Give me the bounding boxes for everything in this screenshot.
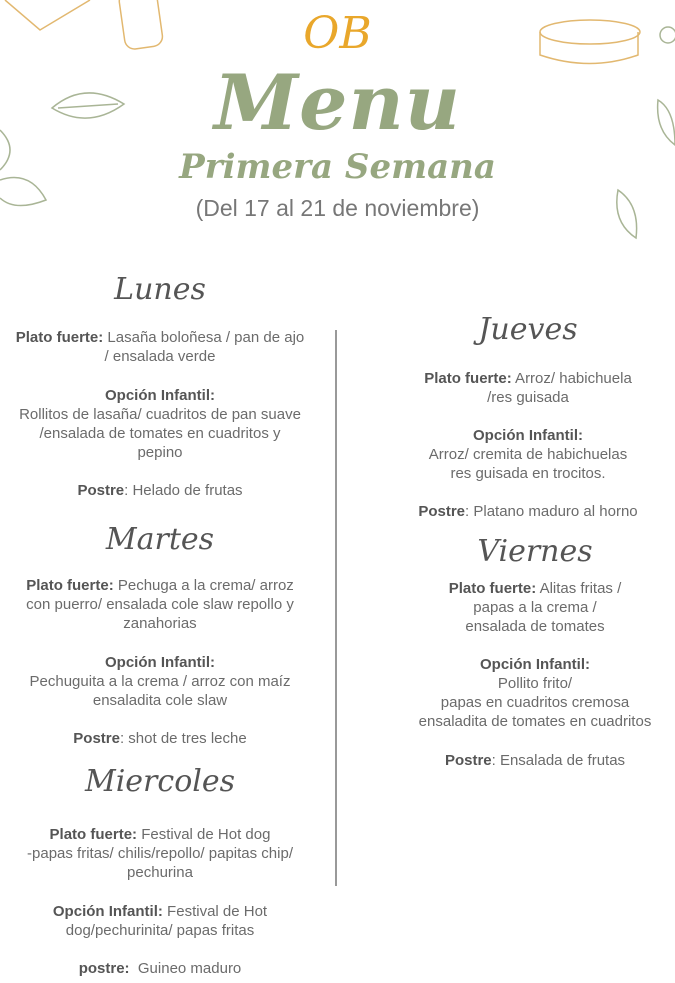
item-value: Lasaña boloñesa / pan de ajo — [103, 329, 305, 346]
menu-line: dog/pechurinita/ papas fritas — [65, 922, 255, 939]
item-label: Plato fuerte: — [49, 826, 138, 843]
menu-line — [328, 426, 675, 445]
main-dish-miercoles — [0, 825, 360, 882]
main-dish-lunes — [0, 328, 360, 366]
item-label: Opción Infantil: — [473, 427, 583, 444]
dessert-miercoles — [0, 959, 360, 978]
item-value: Pechuga a la crema/ arroz — [113, 577, 294, 594]
item-label: postre: — [78, 960, 130, 977]
menu-line — [0, 328, 360, 347]
item-value: : Ensalada de frutas — [491, 752, 626, 769]
day-title-lunes: Lunes — [114, 272, 206, 307]
menu-line — [0, 576, 360, 595]
item-label: Postre — [73, 730, 120, 747]
page-subtitle: Primera Semana — [179, 147, 496, 187]
brand-logo: OB — [303, 8, 372, 59]
item-label: Plato fuerte: — [448, 580, 537, 597]
day-title-martes: Martes — [105, 522, 215, 557]
day-title-jueves: Jueves — [478, 312, 578, 347]
item-label: Plato fuerte: — [424, 370, 512, 387]
menu-line: Pollito frito/ — [497, 675, 573, 692]
item-label: Opción Infantil: — [52, 903, 163, 920]
menu-line: ensaladita de tomates en cuadritos — [418, 713, 652, 730]
day-title-miercoles: Miercoles — [84, 764, 235, 799]
main-dish-viernes — [335, 579, 675, 636]
item-value: : shot de tres leche — [119, 730, 247, 747]
menu-line — [0, 481, 360, 500]
item-label: Opción Infantil: — [105, 654, 215, 671]
menu-line — [335, 655, 675, 674]
menu-line — [0, 825, 360, 844]
date-range: (Del 17 al 21 de noviembre) — [195, 195, 480, 221]
menu-line: Rollitos de lasaña/ cuadritos de pan suave — [19, 406, 301, 423]
dessert-jueves — [328, 502, 675, 521]
menu-line — [328, 369, 675, 388]
day-title-viernes: Viernes — [477, 534, 593, 569]
kids-option-lunes — [0, 386, 360, 462]
item-label: Postre — [77, 482, 125, 499]
item-label: Plato fuerte: — [26, 577, 114, 594]
kids-option-jueves — [328, 426, 675, 483]
item-label: Opción Infantil: — [480, 656, 590, 673]
menu-line: Pechuguita a la crema / arroz con maíz — [29, 673, 291, 690]
menu-line: Arroz/ cremita de habichuelas — [428, 446, 628, 463]
item-value: Festival de Hot — [162, 903, 268, 920]
dessert-martes — [0, 729, 360, 748]
item-value: Arroz/ habichuela — [511, 370, 632, 387]
menu-line: /ensalada de tomates en cuadritos y — [39, 425, 281, 442]
main-dish-jueves — [328, 369, 675, 407]
menu-line: ensalada de tomates — [465, 618, 605, 635]
dessert-lunes — [0, 481, 360, 500]
item-value: Guineo maduro — [129, 960, 242, 977]
menu-line: /res guisada — [487, 389, 569, 406]
menu-line — [335, 751, 675, 770]
menu-line: res guisada en trocitos. — [450, 465, 606, 482]
kids-option-viernes — [335, 655, 675, 731]
item-label: Postre — [418, 503, 466, 520]
menu-line: ensaladita cole slaw — [92, 692, 228, 709]
menu-line: pechurina — [127, 864, 193, 881]
menu-line: con puerro/ ensalada cole slaw repollo y — [26, 596, 294, 613]
kids-option-miercoles — [0, 902, 360, 940]
page-title: Menu — [214, 58, 461, 147]
item-value: : Helado de frutas — [124, 482, 243, 499]
menu-line — [0, 386, 360, 405]
menu-line — [0, 959, 360, 978]
item-label: Plato fuerte: — [15, 329, 104, 346]
dessert-viernes — [335, 751, 675, 770]
menu-line: pepino — [137, 444, 183, 461]
menu-line: / ensalada verde — [104, 348, 216, 365]
item-value: : Platano maduro al horno — [465, 503, 638, 520]
menu-line — [0, 902, 360, 921]
menu-line — [335, 579, 675, 598]
item-label: Opción Infantil: — [105, 387, 215, 404]
item-value: Alitas fritas / — [536, 580, 622, 597]
item-label: Postre — [444, 752, 492, 769]
menu-line — [0, 729, 360, 748]
menu-line: papas en cuadritos cremosa — [440, 694, 630, 711]
menu-line: papas a la crema / — [473, 599, 597, 616]
menu-line — [328, 502, 675, 521]
menu-line: -papas fritas/ chilis/repollo/ papitas chip/ — [27, 845, 293, 862]
item-value: Festival de Hot dog — [137, 826, 271, 843]
menu-line — [0, 653, 360, 672]
kids-option-martes — [0, 653, 360, 710]
main-dish-martes — [0, 576, 360, 633]
menu-line: zanahorias — [123, 615, 197, 632]
